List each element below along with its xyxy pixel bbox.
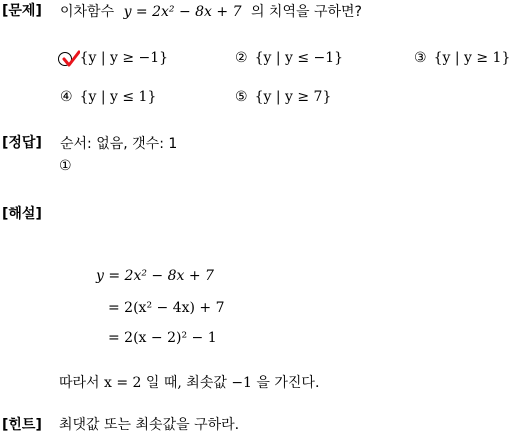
- option-2-text: {y | y ≤ −1}: [254, 50, 344, 66]
- option-4-text: {y | y ≤ 1}: [79, 89, 157, 105]
- hint-text: 최댓값 또는 최솟값을 구하라.: [59, 417, 240, 433]
- option-2[interactable]: [235, 50, 343, 66]
- option-2-number: ②: [235, 50, 248, 66]
- option-5[interactable]: [235, 89, 331, 105]
- problem-equation: y = 2x² − 8x + 7: [123, 4, 242, 20]
- explanation-tag: [해설]: [2, 206, 42, 222]
- problem-text-after: 의 치역을 구하면?: [250, 4, 362, 20]
- problem-tag: [문제]: [2, 3, 42, 19]
- option-4-number: ④: [60, 89, 73, 105]
- explanation-line-1: y = 2x² − 8x + 7: [96, 268, 214, 284]
- explanation-conclusion: 따라서 x = 2 일 때, 최솟값 −1 을 가진다.: [59, 375, 320, 391]
- problem-text: [60, 1, 362, 21]
- option-1-text: {y | y ≥ −1}: [79, 50, 169, 66]
- option-3-text: {y | y ≥ 1}: [433, 50, 510, 66]
- explanation-line-2: = 2(x² − 4x) + 7: [108, 300, 225, 316]
- option-3-number: ③: [414, 50, 427, 66]
- option-3[interactable]: [414, 50, 510, 66]
- check-mark-icon: [62, 50, 80, 68]
- problem-text-before: 이차함수: [60, 4, 115, 20]
- hint-tag: [힌트]: [2, 417, 42, 433]
- answer-value: ①: [59, 158, 72, 174]
- option-4[interactable]: [60, 89, 156, 105]
- option-5-text: {y | y ≥ 7}: [254, 89, 332, 105]
- option-5-number: ⑤: [235, 89, 248, 105]
- answer-tag: [정답]: [2, 135, 42, 151]
- answer-line: 순서: 없음, 갯수: 1: [60, 136, 178, 152]
- explanation-line-3: = 2(x − 2)² − 1: [108, 330, 217, 346]
